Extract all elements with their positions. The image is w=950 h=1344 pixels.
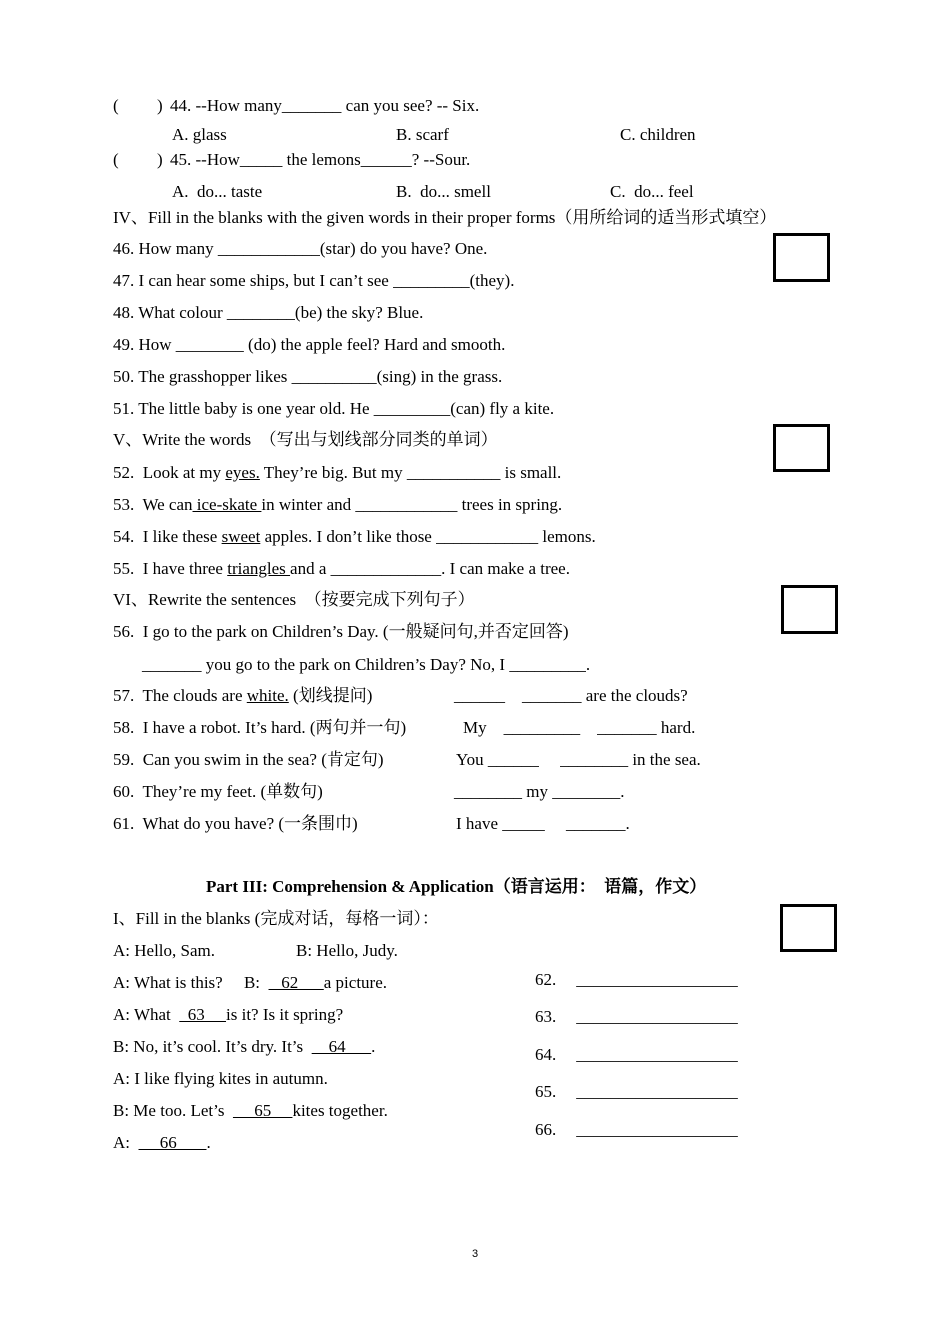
q52: 52. Look at my eyes. They’re big. But my ___________ is small. [113, 463, 562, 482]
q45-paren-close: ) [157, 150, 163, 169]
section-vi-title: VI、Rewrite the sentences （按要完成下列句子） [113, 590, 475, 609]
answer-65: 65. ___________________ [535, 1082, 738, 1101]
score-box-part3 [780, 904, 837, 952]
dialog-line-3: A: What 63 is it? Is it spring? [113, 1005, 344, 1024]
q45-option-c: C. do... feel [610, 182, 694, 201]
dialog-line-1b: B: Hello, Judy. [296, 941, 398, 960]
dialog-line-1a: A: Hello, Sam. [113, 941, 215, 960]
q51: 51. The little baby is one year old. He _________(can) fly a kite. [113, 399, 555, 418]
q53: 53. We can ice-skate in winter and ____________ trees in spring. [113, 495, 563, 514]
answer-66: 66. ___________________ [535, 1120, 738, 1139]
q56-answer: _______ you go to the park on Children’s Day? No, I _________. [142, 655, 591, 674]
q57-answer: ______ _______ are the clouds? [454, 686, 688, 705]
q58-answer: My _________ _______ hard. [463, 718, 696, 737]
q44-option-c: C. children [620, 125, 696, 144]
q44-paren: ( [113, 96, 119, 115]
answer-62: 62. ___________________ [535, 970, 738, 989]
q44-paren-close: ) [157, 96, 163, 115]
dialog-line-5: A: I like flying kites in autumn. [113, 1069, 328, 1088]
q50: 50. The grasshopper likes __________(sing) in the grass. [113, 367, 503, 386]
q59: 59. Can you swim in the sea? (肯定句) [113, 750, 384, 769]
answer-64: 64. ___________________ [535, 1045, 738, 1064]
page-number: 3 [471, 1248, 479, 1260]
q47: 47. I can hear some ships, but I can’t see _________(they). [113, 271, 515, 290]
dialog-line-4: B: No, it’s cool. It’s dry. It’s 64 . [113, 1037, 376, 1056]
section-iv-title: IV、Fill in the blanks with the given words in their proper forms（用所给词的适当形式填空） [113, 208, 777, 227]
q60: 60. They’re my feet. (单数句) [113, 782, 323, 801]
q44-option-b: B. scarf [396, 125, 449, 144]
q55: 55. I have three triangles and a _____________. I can make a tree. [113, 559, 570, 578]
dialog-line-2: A: What is this? B: 62 a picture. [113, 973, 388, 992]
q56: 56. I go to the park on Children’s Day. (一般疑问句,并否定回答) [113, 622, 569, 641]
answer-63: 63. ___________________ [535, 1007, 738, 1026]
q49: 49. How ________ (do) the apple feel? Hard and smooth. [113, 335, 506, 354]
score-box-v [773, 424, 830, 472]
q54: 54. I like these sweet apples. I don’t like those ____________ lemons. [113, 527, 596, 546]
q46: 46. How many ____________(star) do you have? One. [113, 239, 488, 258]
q45-option-a: A. do... taste [172, 182, 263, 201]
section-i-title: I、Fill in the blanks (完成对话，每格一词）： [113, 909, 439, 928]
q61-answer: I have _____ _______. [456, 814, 630, 833]
q57: 57. The clouds are white. (划线提问) [113, 686, 373, 705]
score-box-iv [773, 233, 830, 282]
q45-paren: ( [113, 150, 119, 169]
q60-answer: ________ my ________. [454, 782, 625, 801]
q48: 48. What colour ________(be) the sky? Blue. [113, 303, 424, 322]
score-box-vi [781, 585, 838, 634]
part-iii-title: Part III: Comprehension & Application（语言运用： 语篇，作文） [206, 877, 707, 896]
section-v-title: V、Write the words （写出与划线部分同类的单词） [113, 430, 498, 449]
q59-answer: You ______ ________ in the sea. [456, 750, 701, 769]
q44-option-a: A. glass [172, 125, 227, 144]
dialog-line-7: A: 66 . [113, 1133, 211, 1152]
dialog-line-6: B: Me too. Let’s 65 kites together. [113, 1101, 388, 1120]
q45-stem: 45. --How_____ the lemons______? --Sour. [170, 150, 471, 169]
q61: 61. What do you have? (一条围巾) [113, 814, 358, 833]
q45-option-b: B. do... smell [396, 182, 491, 201]
q44-stem: 44. --How many_______ can you see? -- Six. [170, 96, 480, 115]
q58: 58. I have a robot. It’s hard. (两句并一句) [113, 718, 407, 737]
